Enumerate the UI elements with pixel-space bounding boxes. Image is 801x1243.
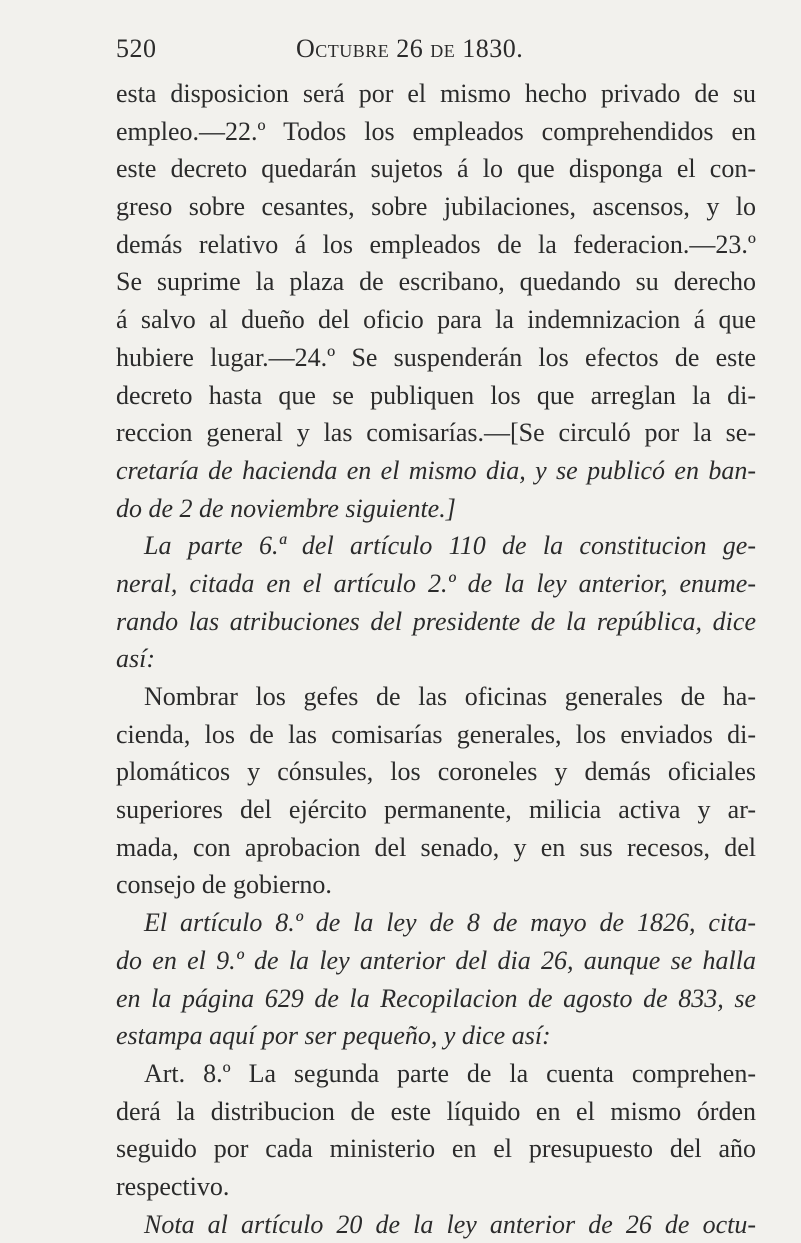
running-head: Octubre 26 de 1830. [296, 34, 524, 63]
text-line: estampa aquí por ser pequeño, y dice así: [116, 1021, 551, 1051]
text-line: consejo de gobierno. [116, 870, 332, 900]
text-line: Art. 8.º La segunda parte de la cuenta comprehen- [144, 1058, 756, 1088]
text-line: empleo.—22.º Todos los empleados comprehendidos en [116, 116, 756, 146]
text-line: derá la distribucion de este líquido en el mismo órden [116, 1096, 756, 1126]
text-line: rando las atribuciones del presidente de la república, dice [116, 606, 756, 636]
page-number: 520 [116, 34, 157, 63]
text-line: Nota al artículo 20 de la ley anterior de 26 de octu- [144, 1209, 756, 1239]
text-line: hubiere lugar.—24.º Se suspenderán los efectos de este [116, 342, 756, 372]
text-line: decreto hasta que se publiquen los que arreglan la di- [116, 380, 756, 410]
text-line: este decreto quedarán sujetos á lo que disponga el con- [116, 154, 756, 184]
text-line: Se suprime la plaza de escribano, quedando su derecho [116, 267, 756, 297]
text-line: neral, citada en el artículo 2.º de la ley anterior, enume- [116, 568, 756, 598]
page-header [116, 34, 753, 68]
text-line: El artículo 8.º de la ley de 8 de mayo de 1826, cita- [144, 908, 756, 938]
text-line: greso sobre cesantes, sobre jubilaciones, ascensos, y lo [116, 192, 756, 222]
text-line: á salvo al dueño del oficio para la indemnizacion á que [116, 305, 756, 335]
text-line: esta disposicion será por el mismo hecho privado de su [116, 79, 756, 108]
body-text [116, 75, 756, 1243]
text-line: cretaría de hacienda en el mismo dia, y se publicó en ban- [116, 455, 756, 485]
text-line: en la página 629 de la Recopilacion de agosto de 833, se [116, 983, 756, 1013]
text-line: cienda, los de las comisarías generales, los enviados di- [116, 719, 756, 749]
text-line: Nombrar los gefes de las oficinas generales de ha- [144, 682, 756, 711]
text-line: plomáticos y cónsules, los coroneles y demás oficiales [116, 757, 756, 787]
text-line: seguido por cada ministerio en el presupuesto del año [116, 1134, 756, 1164]
text-line: do de 2 de noviembre siguiente.] [116, 493, 456, 523]
text-line: superiores del ejército permanente, milicia activa y ar- [116, 795, 756, 825]
text-line: respectivo. [116, 1171, 230, 1201]
text-line: mada, con aprobacion del senado, y en sus recesos, del [116, 832, 756, 862]
text-line: La parte 6.ª del artículo 110 de la constitucion ge- [144, 531, 756, 561]
text-line: reccion general y las comisarías.—[Se circuló por la se- [116, 418, 756, 448]
text-line: así: [116, 644, 155, 674]
text-line: do en el 9.º de la ley anterior del dia 26, aunque se halla [116, 945, 756, 975]
text-line: demás relativo á los empleados de la federacion.—23.º [116, 229, 756, 259]
